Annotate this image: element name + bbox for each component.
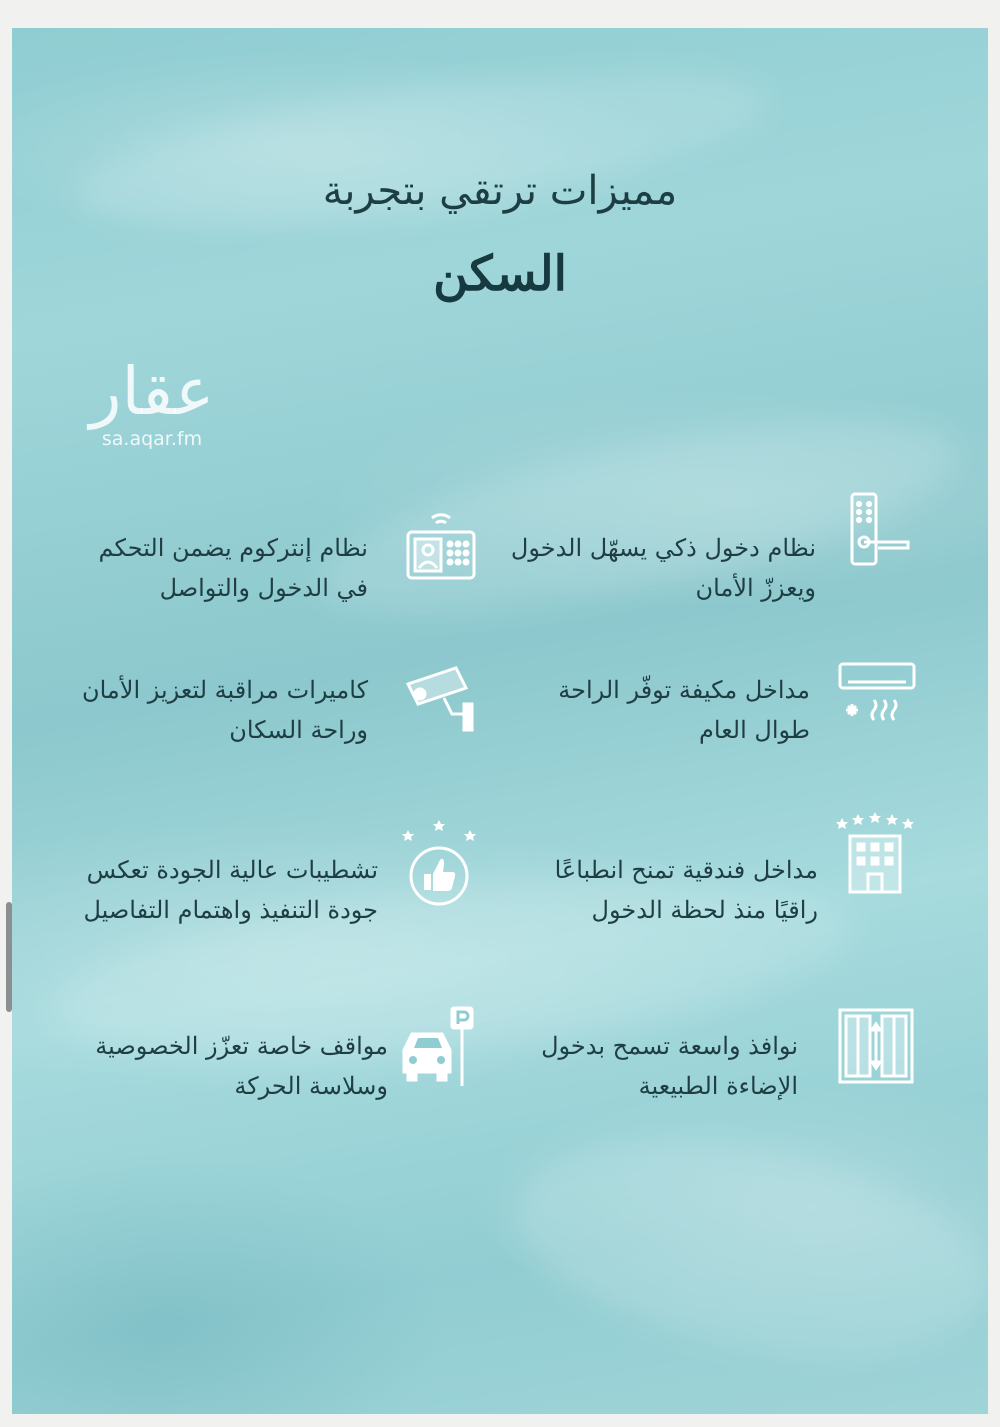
feature-line: في الدخول والتواصل <box>159 574 368 602</box>
watermark <box>67 353 237 450</box>
feature-line: مواقف خاصة تعزّز الخصوصية <box>95 1032 388 1060</box>
feature-line: راقيًا منذ لحظة الدخول <box>591 896 818 924</box>
feature-line: تشطيبات عالية الجودة تعكس <box>86 856 378 884</box>
feature-wide-windows <box>541 1026 798 1106</box>
hotel-building-icon <box>832 810 918 896</box>
feature-air-conditioned-entrances <box>558 670 810 750</box>
background-swirl <box>498 1108 988 1388</box>
feature-line: طوال العام <box>699 716 810 744</box>
title-line-2: السكن <box>433 246 567 302</box>
windows-icon <box>836 1006 916 1086</box>
parking-icon <box>396 1006 478 1088</box>
feature-intercom <box>98 528 368 608</box>
feature-line: ويعززّ الأمان <box>695 574 816 602</box>
feature-line: الإضاءة الطبيعية <box>638 1072 798 1100</box>
air-conditioner-icon <box>838 660 916 738</box>
scrollbar[interactable] <box>6 902 12 1012</box>
feature-line: نظام دخول ذكي يسهّل الدخول <box>510 534 816 562</box>
security-camera-icon <box>404 660 482 738</box>
watermark-url: sa.aqar.fm <box>101 428 203 450</box>
title-line-1: مميزات ترتقي بتجربة <box>322 168 678 214</box>
feature-private-parking <box>95 1026 388 1106</box>
feature-hotel-entrances <box>555 850 818 930</box>
feature-high-quality-finishes <box>83 850 378 930</box>
feature-line: كاميرات مراقبة لتعزيز الأمان <box>81 676 368 704</box>
smart-lock-icon <box>838 490 916 568</box>
feature-line: وراحة السكان <box>229 716 368 744</box>
feature-line: نظام إنتركوم يضمن التحكم <box>98 534 368 562</box>
background-swirl <box>67 40 777 256</box>
intercom-icon <box>402 506 480 584</box>
features-poster <box>12 28 988 1414</box>
feature-smart-entry <box>511 528 816 608</box>
thumbs-up-quality-icon <box>394 820 484 910</box>
feature-line: جودة التنفيذ واهتمام التفاصيل <box>83 896 378 924</box>
watermark-logo: عقار <box>89 353 215 430</box>
feature-line: مداخل فندقية تمنح انطباعًا <box>554 856 818 884</box>
feature-line: وسلاسة الحركة <box>234 1072 388 1100</box>
feature-line: مداخل مكيفة توفّر الراحة <box>558 676 810 704</box>
feature-line: نوافذ واسعة تسمح بدخول <box>541 1032 798 1060</box>
feature-security-cameras <box>82 670 368 750</box>
